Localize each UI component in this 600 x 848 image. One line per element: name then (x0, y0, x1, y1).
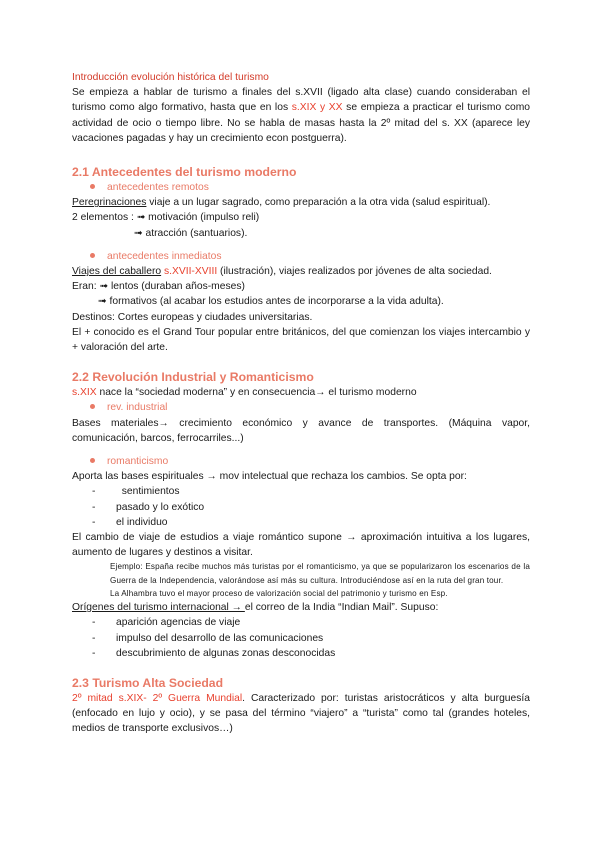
origenes-list (72, 615, 530, 661)
list-item: - el individuo (92, 516, 168, 528)
list-item: - descubrimiento de algunas zonas desconocidas (92, 647, 336, 659)
section-heading-alta-sociedad: 2.3 Turismo Alta Sociedad (72, 675, 224, 690)
example-alhambra-note: La Alhambra tuvo el mayor proceso de valorización social del patrimonio y turismo en Esp. (110, 588, 448, 598)
bullet-rev-industrial: rev. industrial (72, 400, 530, 415)
intro-paragraph (72, 85, 530, 146)
aporta-line: Aporta las bases espirituales → mov intelectual que rechaza los cambios. Se opta por: (72, 471, 467, 483)
eran-formativos: ➟ formativos (al acabar los estudios antes de incorporarse a la vida adulta). (98, 296, 444, 308)
viajes-caballero-line (72, 264, 530, 279)
bullet-dot-icon (90, 253, 95, 258)
list-item: - pasado y lo exótico (92, 501, 205, 513)
alta-sociedad-paragraph (72, 691, 530, 737)
list-item: - aparición agencias de viaje (92, 617, 241, 629)
bullet-romanticismo: romanticismo (72, 454, 530, 469)
list-item: - sentimientos (92, 486, 180, 498)
viajes-caballero-label: Viajes del caballero (72, 266, 162, 278)
origenes-text: el correo de la India “Indian Mail”. Supuso: (244, 602, 439, 614)
elementos-label: 2 elementos : (72, 212, 137, 224)
opta-list (72, 484, 530, 530)
peregrinaciones-text: viaje a un lugar sagrado, como preparación a la otra vida (salud espiritual). (146, 197, 491, 209)
peregrinaciones-line (72, 195, 530, 210)
destinos-line: Destinos: Cortes europeas y ciudades universitarias. (72, 311, 313, 323)
sociedad-moderna-line (72, 385, 530, 400)
bullet-dot-icon (90, 184, 95, 189)
eran-lentos: ➟ lentos (duraban años-meses) (99, 281, 245, 293)
elemento-atraccion: ➟ atracción (santuarios). (134, 227, 248, 239)
cambio-viaje-paragraph: El cambio de viaje de estudios a viaje romántico supone → aproximación intuitiva a los lugares, aumento de lugares y destinos a visitar. (72, 532, 530, 559)
viajes-caballero-text: (ilustración), viajes realizados por jóvenes de alta sociedad. (217, 266, 492, 278)
eran-label: Eran: (72, 281, 100, 293)
elemento-motivacion: ➟ motivación (impulso reli) (136, 212, 260, 224)
origenes-line (72, 600, 530, 615)
intro-text-b: se empieza a practicar el turismo como actividad de ocio o tiempo libre. No se habla de masas hasta la 2º mitad del s. XX (aparece ley vacaciones pagadas y hay un crecimiento econ postguerra). (72, 102, 530, 144)
example-espana-note: Ejemplo: España recibe muchos más turistas por el romanticismo, ya que se popularizaron los escenarios de la Guerra de la Independencia, valorándose así más su cultura. Introduciéndose así en la ruta del gran tour. (110, 562, 530, 585)
bullet-dot-icon (90, 458, 95, 463)
sociedad-moderna-century: s.XIX (72, 387, 97, 399)
bullet-antecedentes-inmediatos: antecedentes inmediatos (72, 249, 530, 264)
eran-line (72, 279, 530, 294)
intro-text-a: Se empieza a hablar de turismo a finales del s.XVII (ligado alta clase) cuando consideraban el turismo como algo formativo, hasta que en los (72, 87, 530, 114)
peregrinaciones-label: Peregrinaciones (72, 197, 147, 209)
alta-sociedad-period: 2º mitad s.XIX- 2º Guerra Mundial (72, 692, 243, 704)
list-item: - impulso del desarrollo de las comunicaciones (92, 632, 324, 644)
viajes-caballero-centuries: s.XVII-XVIII (161, 266, 218, 278)
section-heading-revolucion: 2.2 Revolución Industrial y Romanticismo (72, 370, 314, 385)
intro-centuries-highlight: s.XIX y XX (291, 102, 343, 114)
bullet-antecedentes-remotos: antecedentes remotos (72, 180, 530, 195)
origenes-label: Orígenes del turismo internacional → (72, 602, 245, 614)
bases-materiales-paragraph: Bases materiales→ crecimiento económico y avance de transportes. (Máquina vapor, comunicación, barcos, ferrocarriles...) (72, 417, 530, 444)
grand-tour-paragraph: El + conocido es el Grand Tour popular entre británicos, del que comienzan los viajes intercambio y + valoración del arte. (72, 326, 530, 354)
alta-sociedad-text: . Caracterizado por: turistas aristocráticos y alta burguesía (enfocado en lujo y ocio), y se pasa del término “viajero” a “turista” como tal (grandes hoteles, medios de transporte exclusivos…) (72, 692, 530, 735)
section-heading-antecedentes: 2.1 Antecedentes del turismo moderno (72, 165, 297, 180)
intro-title: Introducción evolución histórica del turismo (72, 72, 269, 83)
document-page (72, 70, 530, 737)
elementos-line (72, 210, 530, 225)
bullet-dot-icon (90, 404, 95, 409)
sociedad-moderna-text: nace la “sociedad moderna” y en consecuencia→ el turismo moderno (96, 387, 417, 399)
